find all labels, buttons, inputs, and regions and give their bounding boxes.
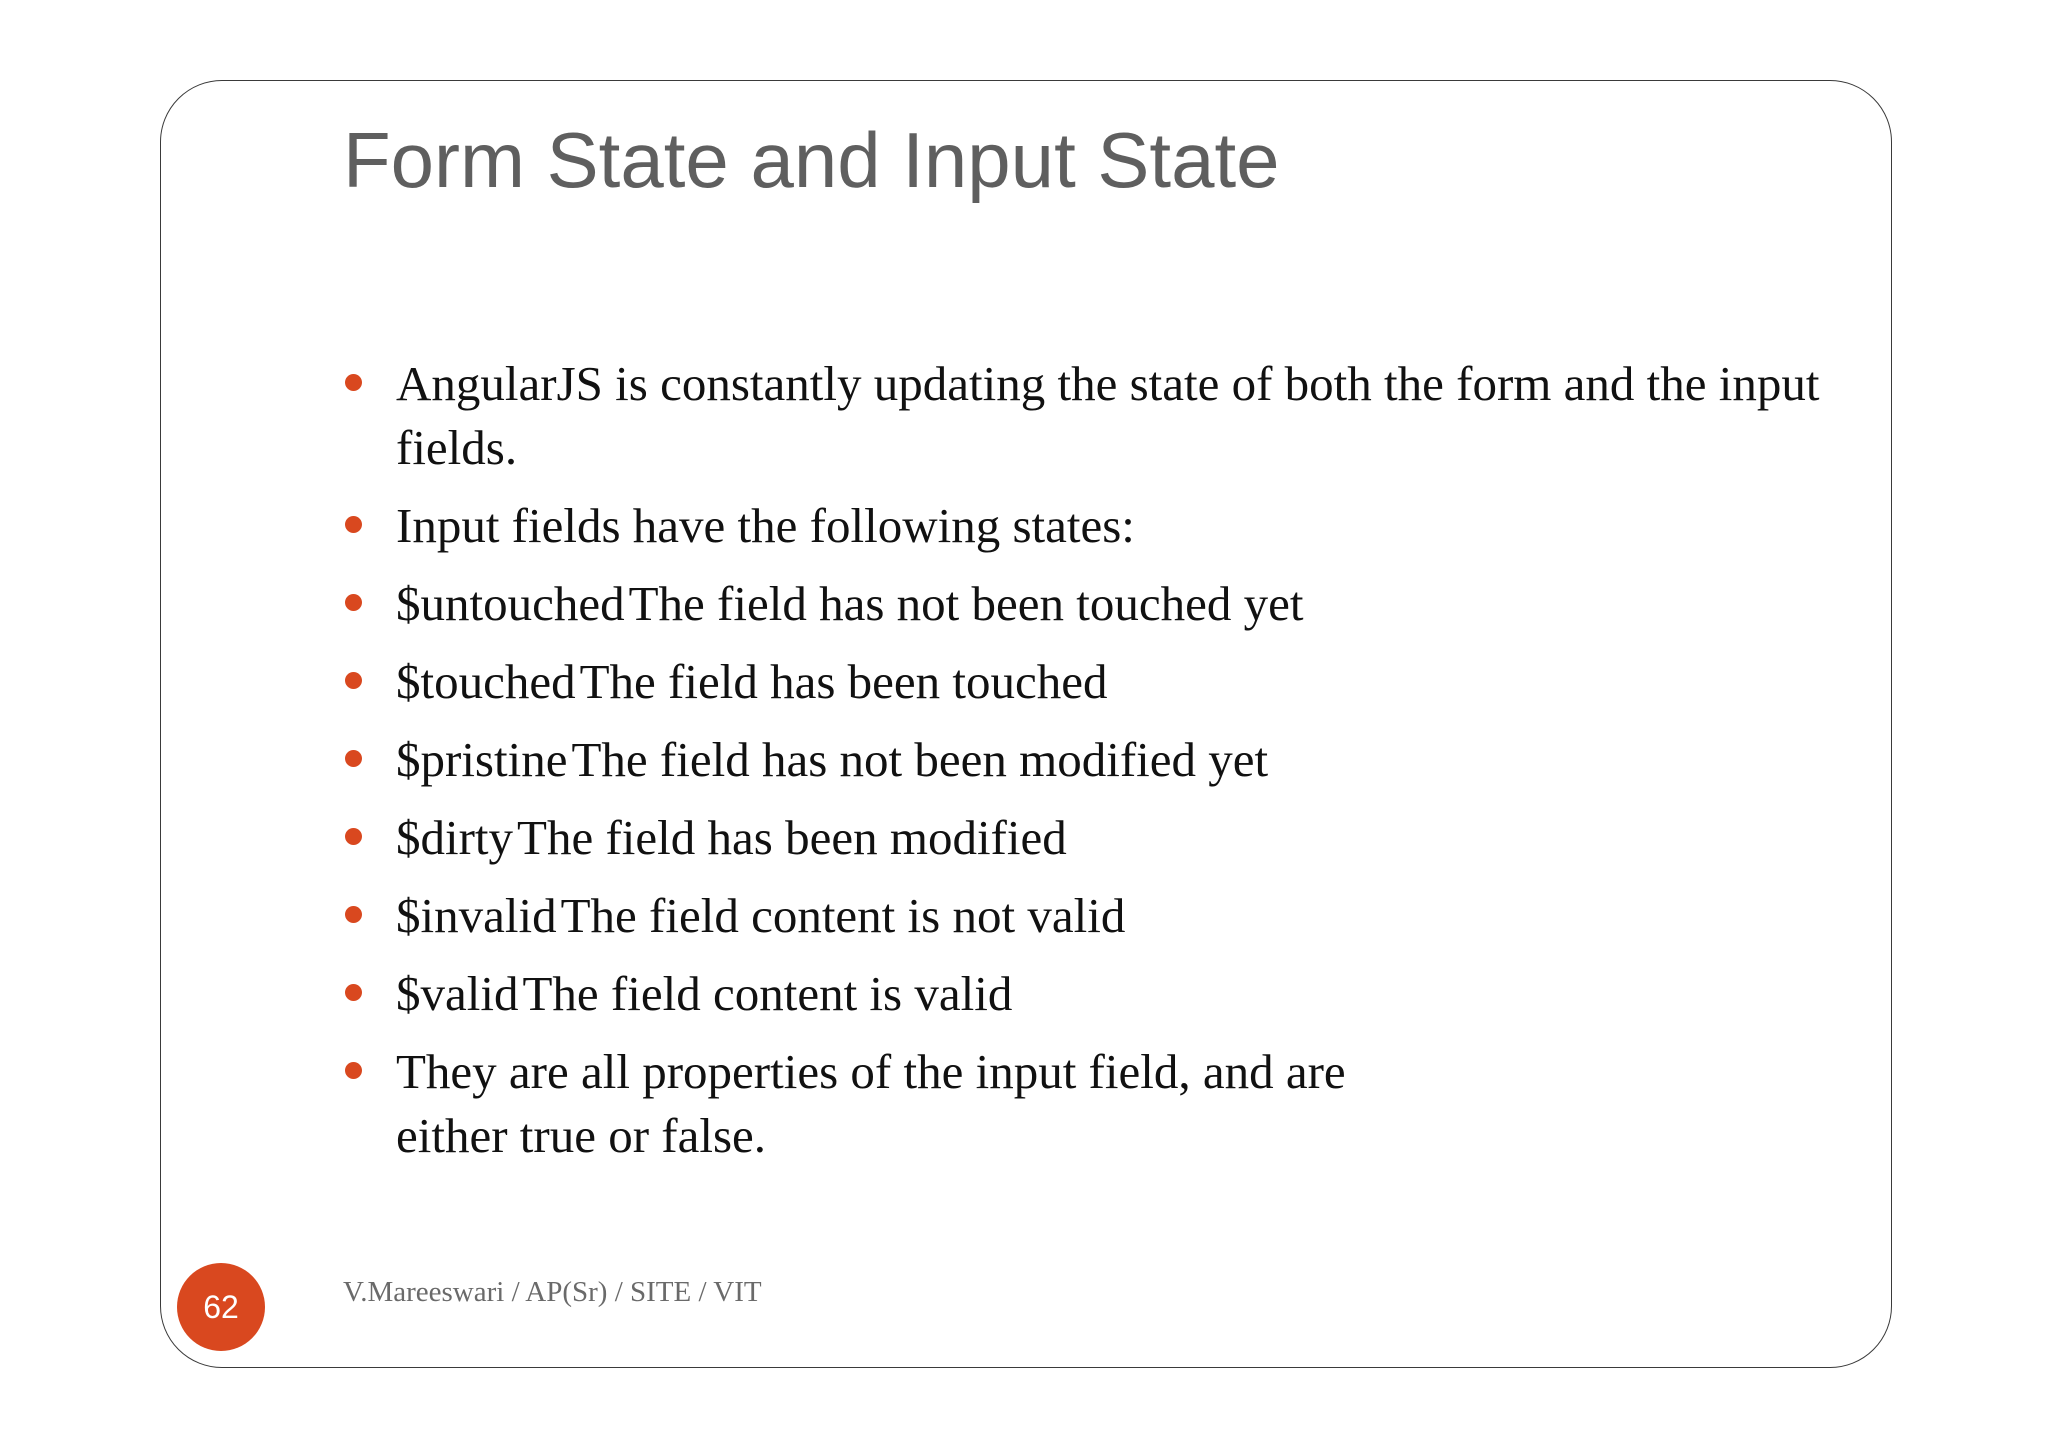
state-term: $valid (396, 966, 519, 1021)
bullet-dot-icon (345, 750, 362, 767)
bullet-text (396, 806, 1825, 870)
bullet-dot-icon (345, 906, 362, 923)
bullet-list (345, 352, 1825, 1182)
bullet-dot-icon (345, 374, 362, 391)
bullet-item (345, 962, 1825, 1026)
state-description: The field content is not valid (560, 888, 1126, 943)
bullet-item (345, 1040, 1825, 1168)
bullet-item (345, 806, 1825, 870)
bullet-dot-icon (345, 984, 362, 1001)
bullet-text: AngularJS is constantly updating the state of both the form and the input fields. (396, 356, 1820, 475)
bullet-text (396, 650, 1825, 714)
bullet-text (396, 884, 1825, 948)
bullet-text: Input fields have the following states: (396, 498, 1135, 553)
bullet-dot-icon (345, 516, 362, 533)
bullet-item (345, 728, 1825, 792)
state-description: The field content is valid (522, 966, 1013, 1021)
state-description: The field has been modified (517, 810, 1067, 865)
footer-text: V.Mareeswari / AP(Sr) / SITE / VIT (343, 1276, 762, 1308)
bullet-item (345, 494, 1825, 558)
bullet-text: They are all properties of the input field, and are either true or false. (396, 1044, 1346, 1163)
state-term: $invalid (396, 888, 557, 943)
slide-title: Form State and Input State (343, 116, 1280, 204)
bullet-text (396, 728, 1825, 792)
bullet-item (345, 650, 1825, 714)
bullet-dot-icon (345, 672, 362, 689)
state-description: The field has not been touched yet (628, 576, 1304, 631)
state-description: The field has been touched (579, 654, 1108, 709)
bullet-item (345, 884, 1825, 948)
state-term: $untouched (396, 576, 625, 631)
bullet-dot-icon (345, 828, 362, 845)
state-description: The field has not been modified yet (571, 732, 1269, 787)
bullet-item (345, 352, 1825, 480)
state-term: $dirty (396, 810, 514, 865)
bullet-text (396, 572, 1825, 636)
page-number-badge: 62 (177, 1263, 265, 1351)
state-term: $pristine (396, 732, 568, 787)
bullet-item (345, 572, 1825, 636)
state-term: $touched (396, 654, 576, 709)
bullet-dot-icon (345, 1062, 362, 1079)
bullet-text (396, 962, 1825, 1026)
bullet-dot-icon (345, 594, 362, 611)
